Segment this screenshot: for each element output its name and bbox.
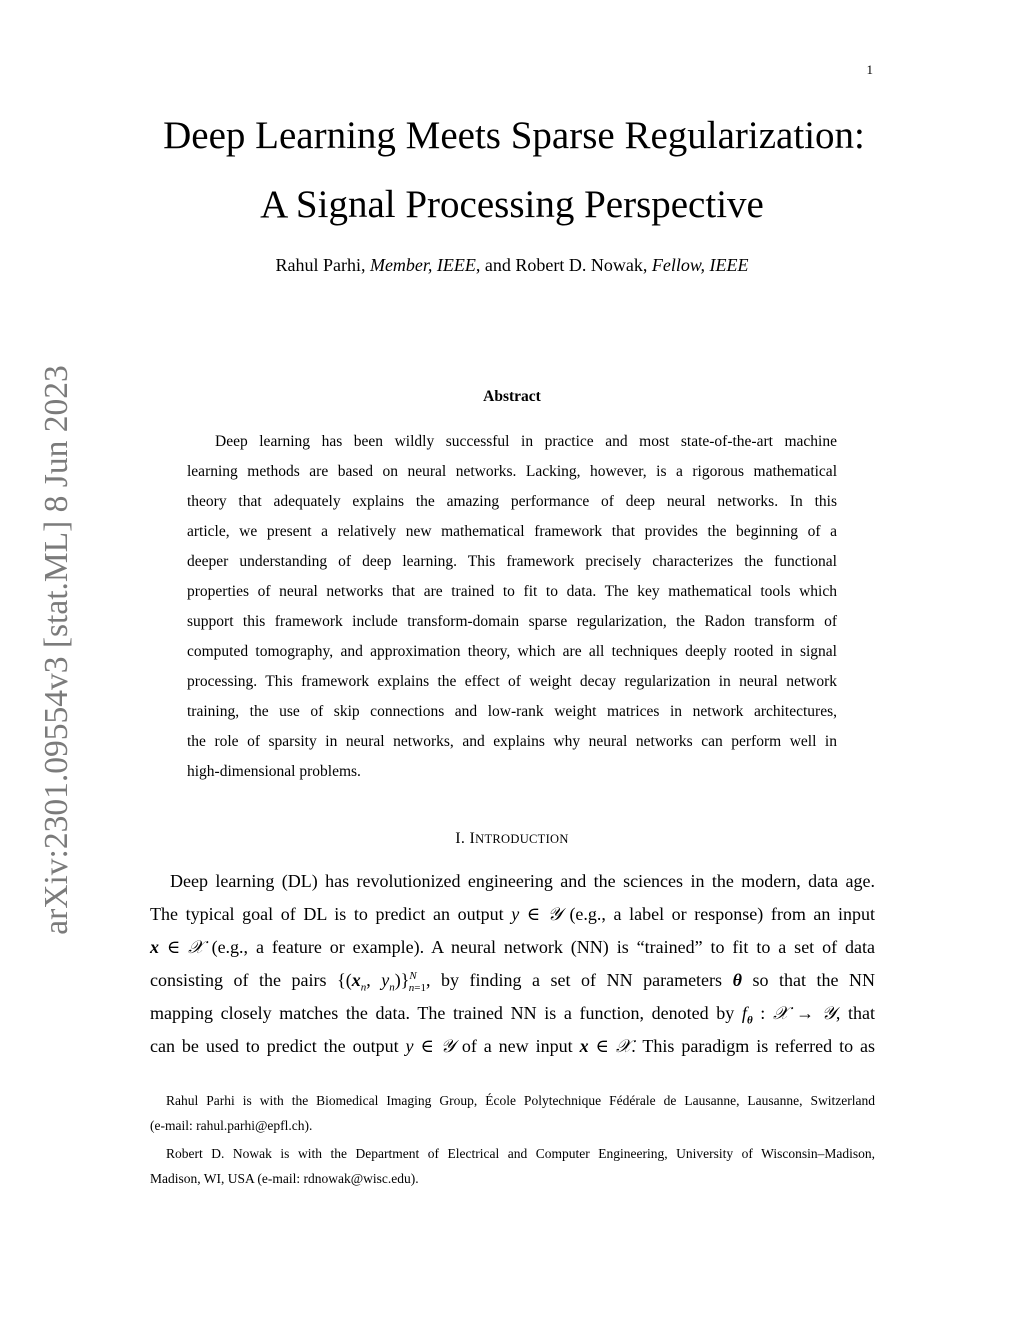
abstract-line: Deep learning has been wildly successful in practice and most state-of-the-art machine	[215, 433, 837, 450]
page-number: 1	[866, 62, 873, 77]
paper-title-line-1: Deep Learning Meets Sparse Regularization:	[163, 114, 865, 157]
abstract-line: support this framework include transform-domain sparse regularization, the Radon transform of	[187, 613, 837, 630]
abstract-heading: Abstract	[483, 388, 541, 405]
paper-title-line-2: A Signal Processing Perspective	[260, 183, 764, 226]
body-line: x ∈ 𝒳 (e.g., a feature or example). A neural network (NN) is “trained” to fit to a set of data	[150, 937, 875, 957]
body-line: can be used to predict the output y ∈ 𝒴 of a new input x ∈ 𝒳. This paradigm is referred to as	[150, 1036, 876, 1056]
section-name: NTRODUCTION	[475, 832, 569, 846]
footnote-affiliation-2: Robert D. Nowak is with the Department of Electrical and Computer Engineering, University of Wisconsin–Madison,	[166, 1146, 875, 1161]
section-numeral: I. I	[455, 830, 476, 847]
section-heading-introduction	[0, 830, 1024, 848]
body-line: The typical goal of DL is to predict an output y ∈ 𝒴 (e.g., a label or response) from an input	[150, 904, 876, 924]
abstract-line: properties of neural networks that are trained to fit to data. The key mathematical tools which	[187, 583, 837, 600]
footnote-affiliation-1-email: (e-mail: rahul.parhi@epfl.ch).	[150, 1118, 313, 1133]
abstract-line: theory that adequately explains the amazing performance of deep neural networks. In this	[187, 493, 837, 510]
abstract-line: learning methods are based on neural networks. Lacking, however, is a rigorous mathematical	[187, 463, 837, 480]
abstract-line: computed tomography, and approximation theory, which are all techniques deeply rooted in signal	[187, 643, 837, 660]
author-2-role: Fellow, IEEE	[651, 255, 749, 275]
abstract-line: training, the use of skip connections and low-rank weight matrices in network architectures,	[187, 703, 837, 720]
author-list	[0, 253, 1024, 277]
author-1-role: Member, IEEE	[369, 255, 476, 275]
abstract-line: high-dimensional problems.	[187, 763, 361, 780]
author-connector: , and Robert D. Nowak,	[475, 255, 648, 275]
footnote-affiliation-1: Rahul Parhi is with the Biomedical Imaging Group, École Polytechnique Fédérale de Lausanne, Lausanne, Switzerland	[166, 1093, 875, 1108]
author-1-name: Rahul Parhi,	[275, 255, 366, 275]
abstract-line: deeper understanding of deep learning. This framework precisely characterizes the functional	[187, 553, 837, 570]
abstract-line: the role of sparsity in neural networks, and explains why neural networks can perform well in	[187, 733, 837, 750]
body-line: Deep learning (DL) has revolutionized engineering and the sciences in the modern, data age.	[170, 871, 875, 891]
abstract-line: article, we present a relatively new mathematical framework that provides the beginning of a	[187, 523, 837, 540]
footnote-affiliation-2-email: Madison, WI, USA (e-mail: rdnowak@wisc.edu).	[150, 1171, 419, 1186]
body-line: consisting of the pairs {($x_n$, $y_n)\}^N_{n=1}$, by finding a set of NN parameters θ so that the NN	[150, 970, 876, 994]
arxiv-identifier-stamp: arXiv:2301.09554v3 [stat.ML] 8 Jun 2023	[38, 365, 75, 935]
abstract-line: processing. This framework explains the effect of weight decay regularization in neural network	[187, 673, 837, 690]
body-line: mapping closely matches the data. The trained NN is a function, denoted by $f_\theta$ : 𝒳 → 𝒴, that	[150, 1003, 875, 1027]
